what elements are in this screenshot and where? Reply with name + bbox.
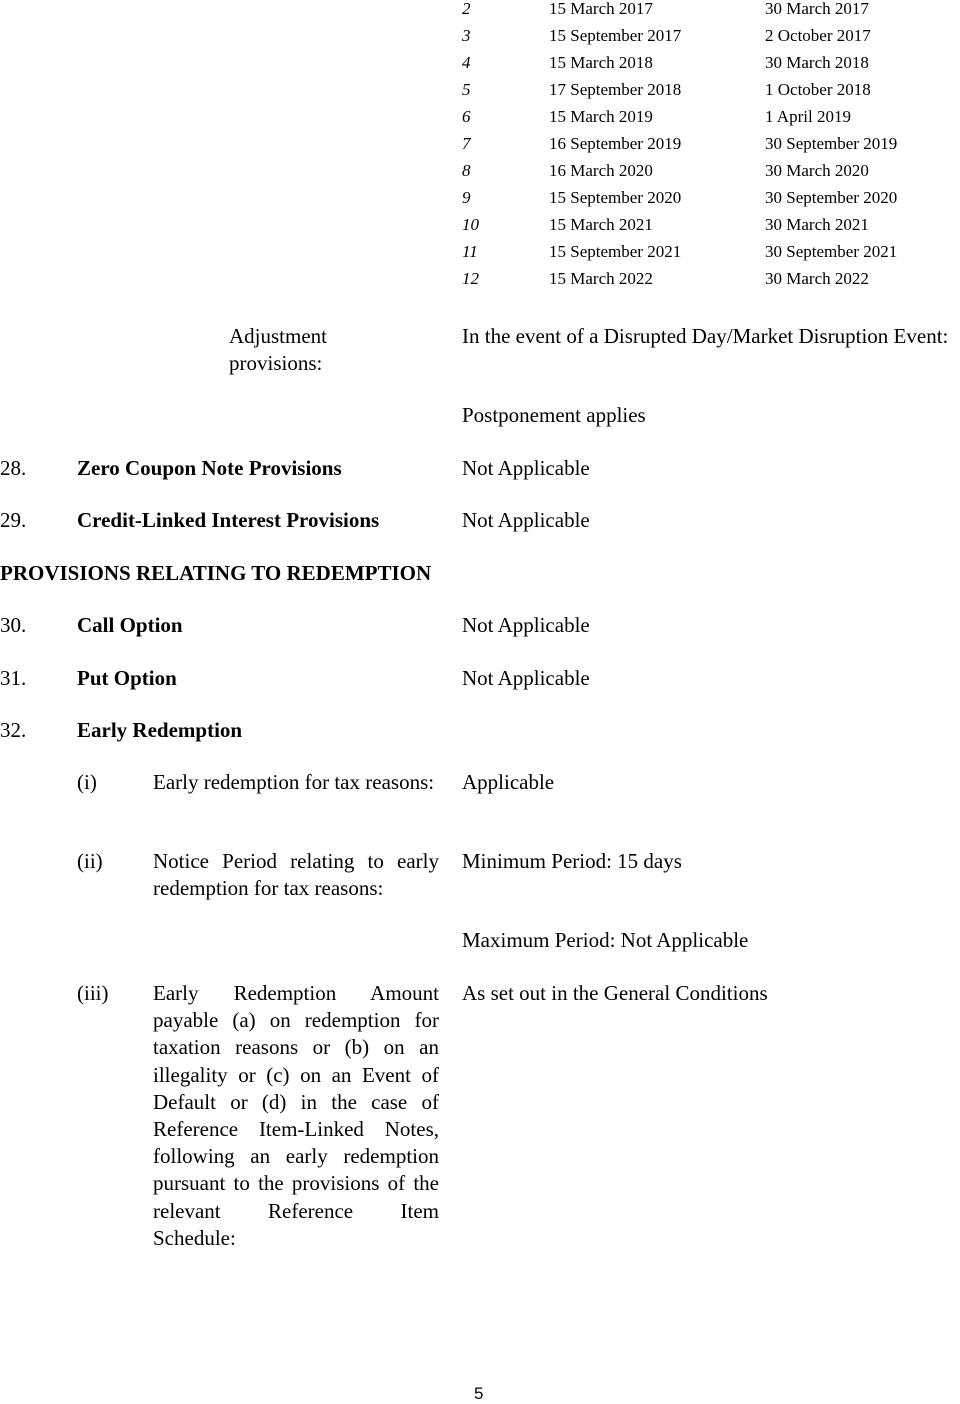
period-date: 15 September 2020 [549,188,682,207]
table-row [0,162,960,189]
period-date: 15 March 2017 [549,0,653,18]
period-date: 15 March 2019 [549,107,653,126]
period-number: 10 [462,215,479,234]
item-number: 28. [0,456,27,480]
subitem-value-max: Maximum Period: Not Applicable [462,928,749,952]
table-row [0,0,960,27]
period-number: 2 [462,0,471,18]
period-date: 15 March 2018 [549,53,653,72]
period-number: 4 [462,53,471,72]
item-number: 31. [0,666,27,690]
payment-date: 1 April 2019 [765,107,851,126]
item-value: Not Applicable [462,456,590,480]
period-date: 16 March 2020 [549,161,653,180]
table-row [0,216,960,243]
table-row [0,243,960,270]
subitem-value: Applicable [462,770,555,794]
item-title: Put Option [77,666,177,690]
subitem-label: (i) [77,770,97,794]
item-number: 32. [0,718,27,742]
item-value: Not Applicable [462,666,590,690]
period-number: 8 [462,161,471,180]
item-value: Not Applicable [462,613,590,637]
subitem-text: Notice Period relating to early redemption for tax reasons: [153,849,439,901]
subitem-text: Early redemption for tax reasons: [153,770,435,794]
period-date: 16 September 2019 [549,134,682,153]
payment-date: 1 October 2018 [765,80,871,99]
item-title: Zero Coupon Note Provisions [77,456,342,480]
subitem-label: (iii) [77,981,109,1005]
subitem-value: As set out in the General Conditions [462,981,768,1005]
postponement-text: Postponement applies [462,403,646,427]
period-number: 5 [462,80,471,99]
payment-date: 30 March 2022 [765,269,869,288]
payment-date: 2 October 2017 [765,26,871,45]
payment-date: 30 September 2021 [765,242,898,261]
table-row [0,270,960,297]
period-number: 9 [462,188,471,207]
period-number: 3 [462,26,471,45]
payment-date: 30 September 2020 [765,188,898,207]
item-value: Not Applicable [462,508,590,532]
period-number: 6 [462,107,471,126]
payment-date: 30 March 2021 [765,215,869,234]
section-heading: PROVISIONS RELATING TO REDEMPTION [0,561,432,585]
subitem-value: Minimum Period: 15 days [462,849,682,873]
table-row [0,27,960,54]
period-date: 17 September 2018 [549,80,682,99]
period-date: 15 March 2021 [549,215,653,234]
period-number: 12 [462,269,479,288]
item-title: Early Redemption [77,718,243,742]
period-number: 7 [462,134,471,153]
table-row [0,54,960,81]
payment-date: 30 March 2020 [765,161,869,180]
table-row [0,189,960,216]
period-date: 15 September 2017 [549,26,682,45]
payment-date: 30 March 2017 [765,0,869,18]
table-row [0,81,960,108]
subitem-text: Early Redemption Amount payable (a) on redemption for taxation reasons or (b) on an illegality or (c) on an Event of Default or (d) in the case of Reference Item-Linked Notes, following an early redemption pursuant to the provisions of the relevant Reference Item Schedule: [153,981,439,1250]
subitem-label: (ii) [77,849,103,873]
page-number: 5 [474,1384,484,1403]
period-date: 15 September 2021 [549,242,682,261]
item-title: Call Option [77,613,183,637]
payment-date: 30 March 2018 [765,53,869,72]
adjustment-provisions-text: In the event of a Disrupted Day/Market Disruption Event: [462,324,949,348]
item-number: 29. [0,508,27,532]
adjustment-provisions-label: Adjustment provisions: [229,324,327,376]
table-row [0,108,960,135]
table-row [0,135,960,162]
item-title: Credit-Linked Interest Provisions [77,508,380,532]
period-number: 11 [462,242,478,261]
period-date: 15 March 2022 [549,269,653,288]
payment-date: 30 September 2019 [765,134,898,153]
item-number: 30. [0,613,27,637]
